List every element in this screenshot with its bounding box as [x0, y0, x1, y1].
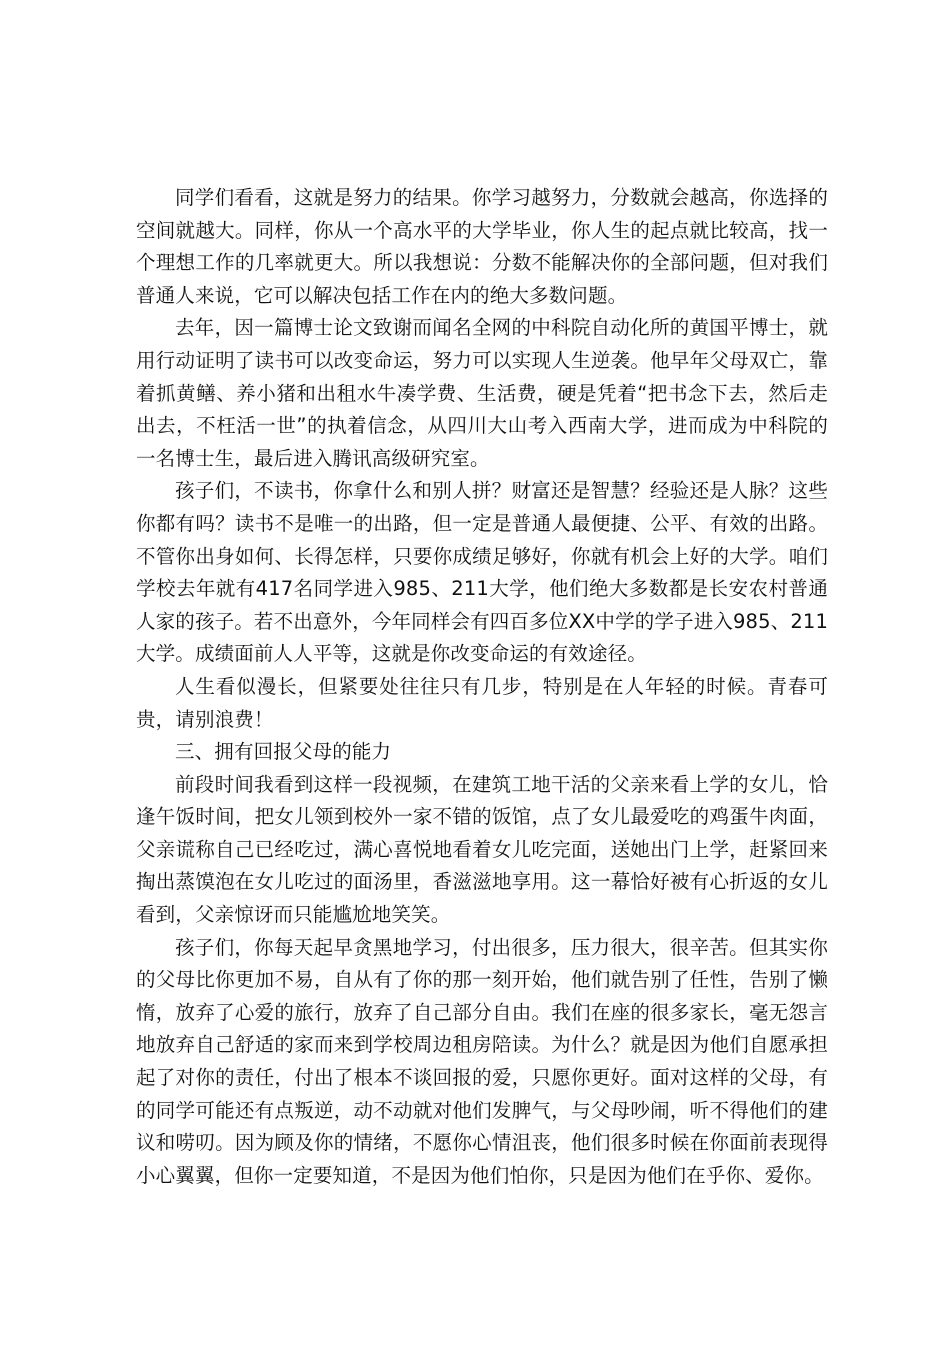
- paragraph-father-video: 前段时间我看到这样一段视频，在建筑工地干活的父亲来看上学的女儿，恰逢午饭时间，把女儿领到校外一家不错的饭馆，点了女儿最爱吃的鸡蛋牛肉面，父亲谎称自己已经吃过，满心喜悦地看着女儿吃完面，送她出门上学，赶紧回来掏出蒸馍泡在女儿吃过的面汤里，香滋滋地享用。这一幕恰好被有心折返的女儿看到，父亲惊讶而只能尴尬地笑笑。: [136, 772, 828, 927]
- paragraph-youth: 人生看似漫长，但紧要处往往只有几步，特别是在人年轻的时候。青春可贵，请别浪费！: [136, 674, 828, 731]
- paragraph-why-study: 孩子们，不读书，你拿什么和别人拼？财富还是智慧？经验还是人脉？这些你都有吗？读书不是唯一的出路，但一定是普通人最便捷、公平、有效的出路。不管你出身如何、长得怎样，只要你成绩足够好，你就有机会上好的大学。咱们学校去年就有417名同学进入985、211大学，他们绝大多数都是长安农村普通人家的孩子。若不出意外，今年同样会有四百多位XX中学的学子进入985、211大学。成绩面前人人平等，这就是你改变命运的有效途径。: [136, 479, 828, 666]
- paragraph-parents: 孩子们，你每天起早贪黑地学习，付出很多，压力很大，很辛苦。但其实你的父母比你更加不易，自从有了你的那一刻开始，他们就告别了任性，告别了懒惰，放弃了心爱的旅行，放弃了自己部分自由。我们在座的很多家长，毫无怨言地放弃自己舒适的家而来到学校周边租房陪读。为什么？就是因为他们自愿承担起了对你的责任，付出了根本不谈回报的爱，只愿你更好。面对这样的父母，有的同学可能还有点叛逆，动不动就对他们发脾气，与父母吵闹，听不得他们的建议和唠叨。因为顾及你的情绪，不愿你心情沮丧，他们很多时候在你面前表现得小心翼翼，但你一定要知道，不是因为他们怕你，只是因为他们在乎你、爱你。: [136, 935, 828, 1187]
- paragraph-huang-guoping: 去年，因一篇博士论文致谢而闻名全网的中科院自动化所的黄国平博士，就用行动证明了读书可以改变命运，努力可以实现人生逆袭。他早年父母双亡，靠着抓黄鳝、养小猪和出租水牛凑学费、生活费，硬是凭着“把书念下去，然后走出去，不枉活一世”的执着信念，从四川大山考入西南大学，进而成为中科院的一名博士生，最后进入腾讯高级研究室。: [136, 316, 828, 470]
- section-heading: 三、拥有回报父母的能力: [175, 740, 392, 764]
- document-body: [136, 182, 828, 1192]
- paragraph-effort-results: 同学们看看，这就是努力的结果。你学习越努力，分数就会越高，你选择的空间就越大。同样，你从一个高水平的大学毕业，你人生的起点就比较高，找一个理想工作的几率就更大。所以我想说：分数不能解决你的全部问题，但对我们普通人来说，它可以解决包括工作在内的绝大多数问题。: [136, 186, 828, 307]
